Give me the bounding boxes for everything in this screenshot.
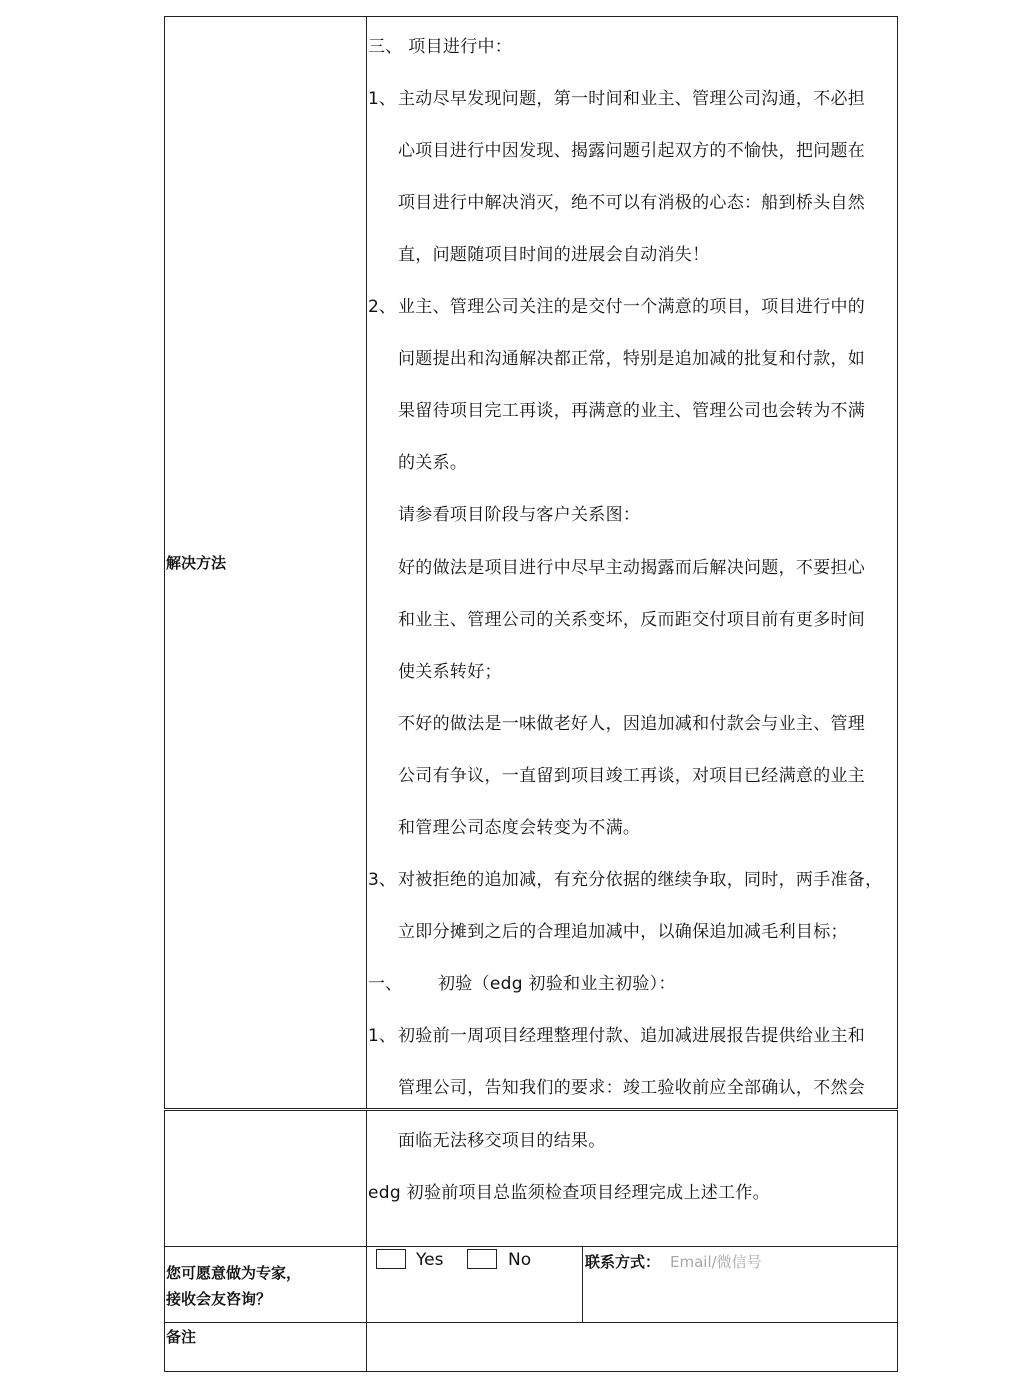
- text-line: 对被拒绝的追加减，有充分依据的继续争取，同时，两手准备，: [398, 870, 883, 890]
- text-line: 直，问题随项目时间的进展会自动消失！: [398, 245, 710, 265]
- text-line: 请参看项目阶段与客户关系图：: [398, 505, 641, 525]
- text-line: 三、 项目进行中：: [368, 37, 513, 57]
- no-label: No: [508, 1250, 532, 1270]
- text-line: 果留待项目完工再谈，再满意的业主、管理公司也会转为不满: [398, 401, 866, 421]
- text-line: 业主、管理公司关注的是交付一个满意的项目，项目进行中的: [398, 297, 866, 317]
- text-line: 公司有争议，一直留到项目竣工再谈，对项目已经满意的业主: [398, 766, 866, 786]
- text-line: 心项目进行中因发现、揭露问题引起双方的不愉快，把问题在: [398, 141, 866, 161]
- text-line: 使关系转好；: [398, 662, 502, 682]
- continuation-line: edg 初验前项目总监须检查项目经理完成上述工作。: [368, 1183, 770, 1203]
- text-line: 主动尽早发现问题，第一时间和业主、管理公司沟通，不必担: [398, 89, 866, 109]
- solution-label: 解决方法: [166, 554, 227, 572]
- text-line: 初验前一周项目经理整理付款、追加减进展报告提供给业主和: [398, 1026, 866, 1046]
- text-line: 立即分摊到之后的合理追加减中，以确保追加减毛利目标；: [398, 922, 848, 942]
- row-divider: [164, 1246, 898, 1247]
- contact-divider: [582, 1246, 583, 1322]
- text-line: 的关系。: [398, 453, 468, 473]
- no-checkbox[interactable]: [467, 1249, 497, 1269]
- list-number: 1、: [368, 1026, 396, 1046]
- text-line: 好的做法是项目进行中尽早主动揭露而后解决问题，不要担心: [398, 558, 866, 578]
- list-number: 2、: [368, 297, 396, 317]
- list-number: 1、: [368, 89, 396, 109]
- list-number: 一、: [368, 974, 402, 994]
- text-line: 和业主、管理公司的关系变坏，反而距交付项目前有更多时间: [398, 610, 866, 630]
- contact-input[interactable]: Email/微信号: [670, 1253, 762, 1271]
- text-line: 管理公司，告知我们的要求：竣工验收前应全部确认，不然会: [398, 1078, 866, 1098]
- text-line: 初验（edg 初验和业主初验）：: [438, 974, 676, 994]
- expert-label-line1: 您可愿意做为专家，: [166, 1264, 302, 1282]
- text-line: 问题提出和沟通解决都正常，特别是追加减的批复和付款，如: [398, 349, 866, 369]
- text-line: 和管理公司态度会转变为不满。: [398, 818, 641, 838]
- text-line: 项目进行中解决消灭，绝不可以有消极的心态：船到桥头自然: [398, 193, 866, 213]
- remarks-field[interactable]: [367, 1323, 897, 1371]
- contact-label: 联系方式：: [585, 1253, 661, 1271]
- list-number: 3、: [368, 870, 396, 890]
- yes-checkbox[interactable]: [376, 1249, 406, 1269]
- continuation-line: 面临无法移交项目的结果。: [398, 1131, 606, 1151]
- remarks-label: 备注: [166, 1328, 197, 1346]
- expert-label-line2: 接收会友咨询？: [166, 1290, 272, 1308]
- yes-label: Yes: [416, 1250, 444, 1270]
- text-line: 不好的做法是一味做老好人，因追加减和付款会与业主、管理: [398, 714, 866, 734]
- column-divider: [366, 16, 367, 1109]
